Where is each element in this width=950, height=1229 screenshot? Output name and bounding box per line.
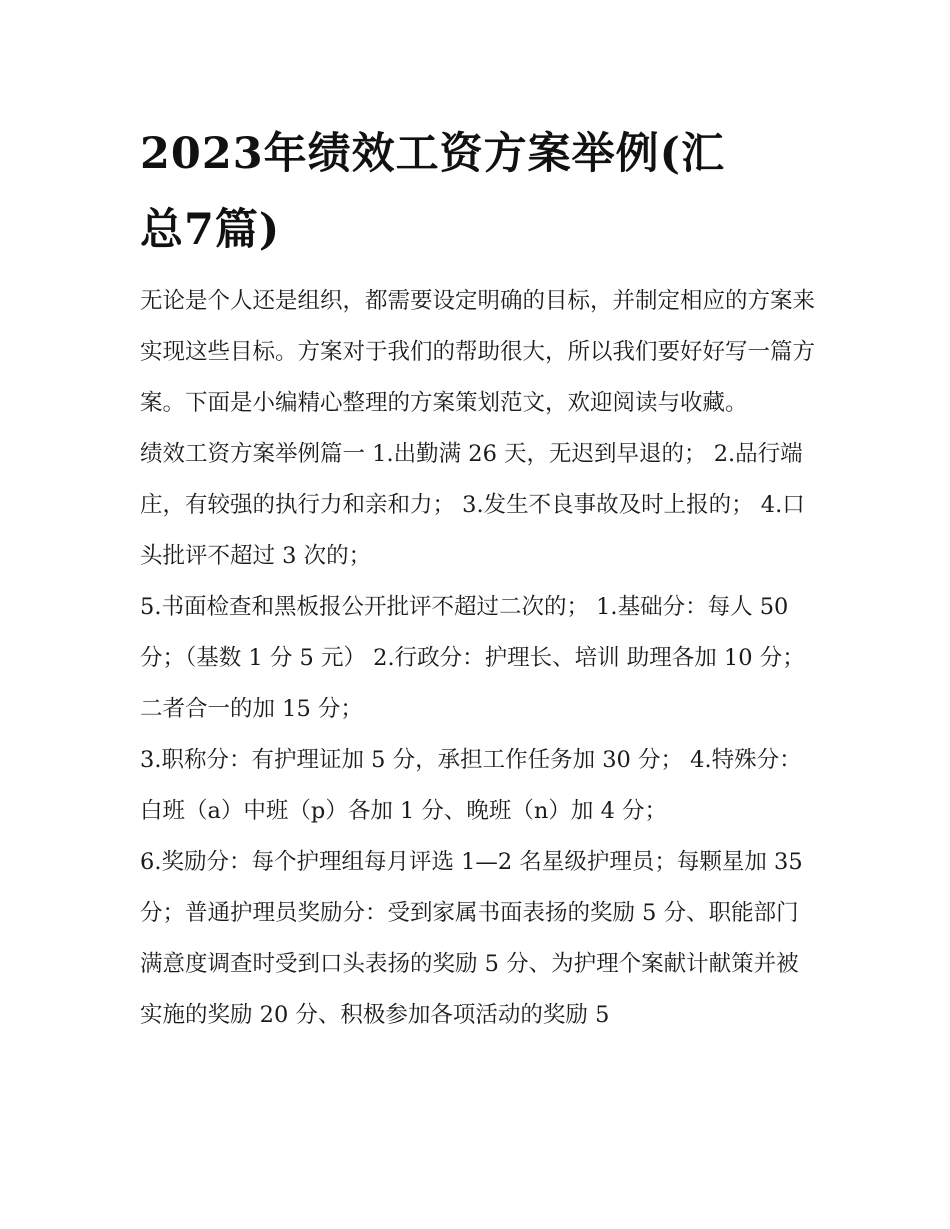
paragraph-2: 绩效工资方案举例篇一 1.出勤满 26 天，无迟到早退的； 2.品行端庄，有较强的执行力和亲和力； 3.发生不良事故及时上报的； 4.口头批评不超过 3 次的； (140, 441, 805, 569)
paragraph-5: 6.奖励分：每个护理组每月评选 1—2 名星级护理员；每颗星加 35 分；普通护理员奖励分：受到家属书面表扬的奖励 5 分、职能部门满意度调查时受到口头表扬的奖励 5 分、为护理个案献计献策并被实施的奖励 20 分、积极参加各项活动的奖励 5 (140, 849, 803, 1028)
document-title (140, 116, 820, 268)
title-line-2: 总7篇) (140, 205, 281, 255)
title-line-1: 2023年绩效工资方案举例(汇 (140, 129, 726, 179)
paragraph-4: 3.职称分：有护理证加 5 分，承担工作任务加 30 分； 4.特殊分：白班（a）中班（p）各加 1 分、晚班（n）加 4 分； (140, 747, 802, 824)
intro-paragraph: 无论是个人还是组织，都需要设定明确的目标，并制定相应的方案来实现这些目标。方案对于我们的帮助很大，所以我们要好好写一篇方案。下面是小编精心整理的方案策划范文，欢迎阅读与收藏。 (140, 288, 816, 416)
document-body (140, 276, 815, 1041)
paragraph-3: 5.书面检查和黑板报公开批评不超过二次的； 1.基础分：每人 50 分；（基数 1 分 5 元） 2.行政分：护理长、培训 助理各加 10 分；二者合一的加 15 分； (140, 594, 805, 722)
